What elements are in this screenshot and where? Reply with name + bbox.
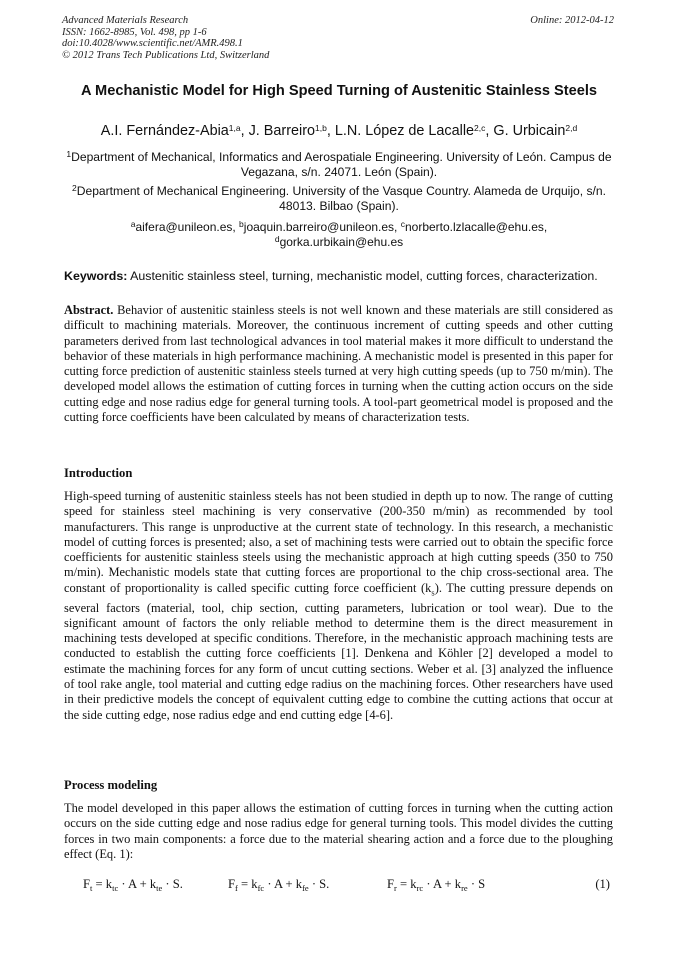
author: A.I. Fernández-Abia$^{1,a}$, [100, 123, 249, 139]
paper-title: A Mechanistic Model for High Speed Turning of Austenitic Stainless Steels [81, 83, 597, 99]
introduction-text: High-speed turning of austenitic stainless steels has not been studied in depth up to now. The range of cutting speed for stainless steel machining is very conservative (200-350 m/min) as recommended by tool manufacturers. This range is unproductive at the current state of technology. In this research, a mechanistic model of cutting forces is presented; also, a set of machining tests were carried out to obtain the specific force coefficients for austenitic stainless steels using the mechanistic approach at high cutting speeds (350 to 750 m/min). Mechanistic models state that cutting forces are proportional to the chip cross-sectional area. The constant of proportionality is called specific cutting force coefficient $(k_s)$. The cutting pressure depends on several factors (material, tool, chip section, cutting parameters, lubrication or tool wear). Due to the significant amount of factors the only reliable method to determine them is the direct measurement in machining tests developed at specific conditions. Therefore, in the mechanistic approach machining tests are conducted to establish the cutting force coefficients [1]. Denkena and Köhler [2] developed a model to estimate the machining forces for any form of uncut cutting sections. Weber et al. [3] analyzed the influence of tool rake angle, tool material and cutting edge radius on the machining forces. Other researchers have used in their predictive models the concept of equivalent cutting edge to combine the cutting actions that occur at the side cutting edge, nose radius edge and end cutting edge [4-6]. [64, 489, 613, 722]
section-heading-process-modeling: Process modeling [64, 778, 158, 792]
process-modeling-text: The model developed in this paper allows the estimation of cutting forces in turning when the cutting action occurs on the side cutting edge and nose radius edge for general turning tools. This model divides the cutting forces in two main components: a force due to the material shearing action and a force due to the ploughing effect (Eq. 1): [64, 801, 613, 861]
author: J. Barreiro$^{1,b}$, [248, 123, 335, 139]
author: L.N. López de Lacalle$^{2,c}$, [334, 123, 494, 139]
online-date: Online: 2012-04-12 [530, 15, 614, 26]
copyright-line: © 2012 Trans Tech Publications Ltd, Switzerland [62, 49, 270, 61]
email-link[interactable]: gorka.urbikain@ehu.es [279, 235, 404, 249]
issn-line: ISSN: 1662-8985, Vol. 498, pp 1-6 [62, 26, 207, 38]
journal-header [62, 15, 269, 61]
keywords-label: Keywords: [64, 269, 128, 283]
keywords-text: Austenitic stainless steel, turning, mechanistic model, cutting forces, characterization. [127, 269, 598, 283]
email-link[interactable]: aifera@unileon.es, [135, 220, 240, 234]
affiliation-1: $^1$Department of Mechanical, Informatics and Aerospatiale Engineering. University of León. Campus de Vegazana, s/n. 24071. León (Spain). [66, 149, 612, 179]
email-list: $^a$aifera@unileon.es, $^b$joaquin.barreiro@unileon.es, $^c$norberto.lzlacalle@ehu.es, $^d$gorka.urbikain@ehu.es [130, 219, 548, 249]
equation-ff: $F_f = k_{fc} \cdot A + k_{fe} \cdot S$. [228, 877, 330, 893]
affiliation-2: $^2$Department of Mechanical Engineering. University of the Vasque Country. Alameda de Urquijo, s/n. 48013. Bilbao (Spain). [72, 183, 606, 213]
abstract-label: Abstract. [64, 303, 114, 317]
keywords [64, 269, 616, 284]
equation-ft: $F_t = k_{tc} \cdot A + k_{te} \cdot S$. [83, 877, 183, 893]
author: G. Urbicain$^{2,d}$ [493, 123, 578, 139]
equation-fr: $F_r = k_{rc} \cdot A + k_{re} \cdot S$ [387, 877, 486, 893]
abstract-text: Behavior of austenitic stainless steels is not well known and these materials are still considered as difficult to machining materials. Moreover, the continuous increment of cutting speeds and other cutting parameters derived from last technological advances in tool material makes it more difficult to understand the behavior of these materials in high performance machining. A mechanistic model is presented in this paper for cutting force prediction of austenitic stainless steels turned at very high cutting speeds (up to 750 m/min). The developed model allows the estimation of cutting forces in turning when the cutting action occurs on the side cutting edge and nose radius edge for general turning tools. A tool-part geometrical model is proposed and the cutting force coefficients have been calculated by means of characterization tests. [64, 303, 613, 425]
section-heading-introduction: Introduction [64, 466, 133, 480]
author-list [64, 122, 614, 140]
doi-line: doi:10.4028/www.scientific.net/AMR.498.1 [62, 38, 243, 49]
equation-number: (1) [595, 877, 610, 891]
email-link[interactable]: norberto.lzlacalle@ehu.es, [404, 220, 548, 234]
abstract [64, 303, 613, 425]
journal-name: Advanced Materials Research [62, 15, 189, 26]
email-link[interactable]: joaquin.barreiro@unileon.es, [243, 220, 401, 234]
